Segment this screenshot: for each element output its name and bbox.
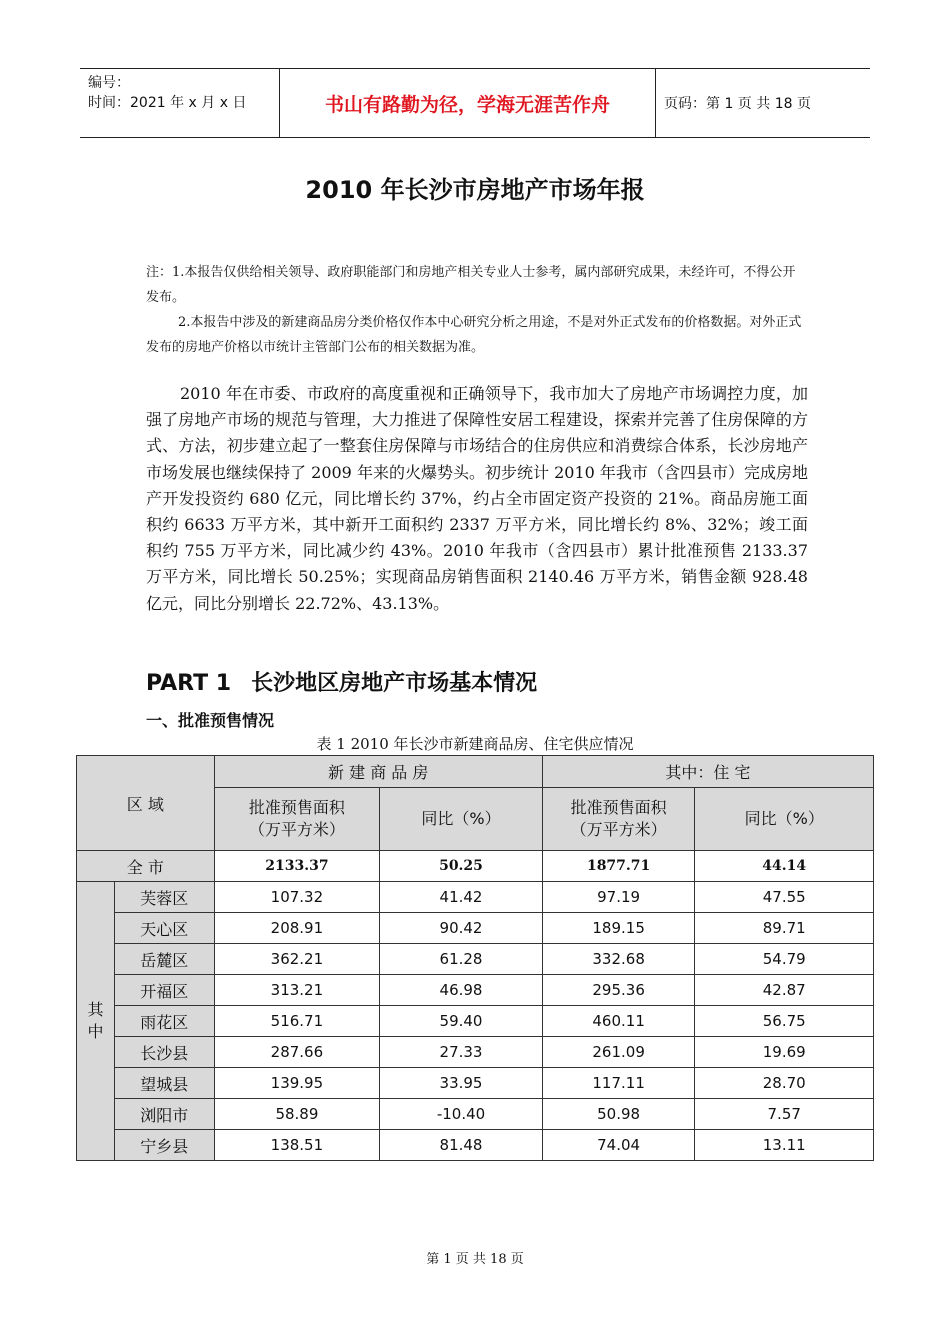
cell: 56.75 xyxy=(695,1006,874,1037)
cell: 46.98 xyxy=(380,975,543,1006)
document-number: 编号： xyxy=(88,75,130,91)
cell: 7.57 xyxy=(695,1099,874,1130)
cell: 42.87 xyxy=(695,975,874,1006)
header-meta xyxy=(80,69,280,137)
part-label: PART 1 xyxy=(146,671,232,696)
table-row xyxy=(77,882,874,913)
col-header-yoy-residential: 同比（%） xyxy=(695,788,874,851)
page-footer: 第 1 页 共 18 页 xyxy=(426,1252,524,1267)
cell: 90.42 xyxy=(380,913,543,944)
row-name: 浏阳市 xyxy=(114,1099,214,1130)
row-name: 岳麓区 xyxy=(114,944,214,975)
cell: 117.11 xyxy=(542,1068,695,1099)
row-name: 雨花区 xyxy=(114,1006,214,1037)
group-label-qizhong: 其 中 xyxy=(77,882,115,1161)
table-row xyxy=(77,1099,874,1130)
report-notes xyxy=(146,260,806,360)
cell: 208.91 xyxy=(214,913,380,944)
part-title: 长沙地区房地产市场基本情况 xyxy=(251,671,538,696)
group-header-commercial: 新 建 商 品 房 xyxy=(214,756,542,788)
cell: 460.11 xyxy=(542,1006,695,1037)
cell: 189.15 xyxy=(542,913,695,944)
cell: 28.70 xyxy=(695,1068,874,1099)
cell: -10.40 xyxy=(380,1099,543,1130)
total-v3: 1877.71 xyxy=(542,851,695,882)
total-v2: 50.25 xyxy=(380,851,543,882)
cell: 13.11 xyxy=(695,1130,874,1161)
table-row xyxy=(77,944,874,975)
row-name: 长沙县 xyxy=(114,1037,214,1068)
total-v1: 2133.37 xyxy=(214,851,380,882)
table-row-total xyxy=(77,851,874,882)
cell: 97.19 xyxy=(542,882,695,913)
cell: 81.48 xyxy=(380,1130,543,1161)
cell: 58.89 xyxy=(214,1099,380,1130)
table-row xyxy=(77,975,874,1006)
total-label: 全 市 xyxy=(77,851,215,882)
row-name: 望城县 xyxy=(114,1068,214,1099)
total-v4: 44.14 xyxy=(695,851,874,882)
intro-paragraph xyxy=(146,381,808,617)
document-date: 时间：2021 年 x 月 x 日 xyxy=(88,95,247,111)
cell: 261.09 xyxy=(542,1037,695,1068)
header-page-info: 页码：第 1 页 共 18 页 xyxy=(664,96,811,112)
report-title: 2010 年长沙市房地产市场年报 xyxy=(305,176,645,204)
header-motto: 书山有路勤为径，学海无涯苦作舟 xyxy=(280,69,656,137)
section-heading: 一、批准预售情况 xyxy=(146,711,275,730)
cell: 61.28 xyxy=(380,944,543,975)
table-caption: 表 1 2010 年长沙市新建商品房、住宅供应情况 xyxy=(316,735,634,753)
cell: 27.33 xyxy=(380,1037,543,1068)
cell: 41.42 xyxy=(380,882,543,913)
row-name: 宁乡县 xyxy=(114,1130,214,1161)
cell: 516.71 xyxy=(214,1006,380,1037)
cell: 19.69 xyxy=(695,1037,874,1068)
supply-table xyxy=(76,755,874,1161)
col-header-area: 批准预售面积 （万平方米） xyxy=(214,788,380,851)
part-heading xyxy=(146,666,537,697)
table-row xyxy=(77,1037,874,1068)
cell: 107.32 xyxy=(214,882,380,913)
cell: 138.51 xyxy=(214,1130,380,1161)
cell: 313.21 xyxy=(214,975,380,1006)
cell: 59.40 xyxy=(380,1006,543,1037)
cell: 139.95 xyxy=(214,1068,380,1099)
note-2: 2.本报告中涉及的新建商品房分类价格仅作本中心研究分析之用途，不是对外正式发布的价格数据。对外正式发布的房地产价格以市统计主管部门公布的相关数据为准。 xyxy=(146,315,802,355)
table-row xyxy=(77,1006,874,1037)
cell: 332.68 xyxy=(542,944,695,975)
cell: 33.95 xyxy=(380,1068,543,1099)
page-header xyxy=(80,68,870,138)
cell: 287.66 xyxy=(214,1037,380,1068)
row-name: 开福区 xyxy=(114,975,214,1006)
note-1: 注：1.本报告仅供给相关领导、政府职能部门和房地产相关专业人士参考，属内部研究成果，未经许可，不得公开发布。 xyxy=(146,265,796,305)
cell: 54.79 xyxy=(695,944,874,975)
cell: 89.71 xyxy=(695,913,874,944)
cell: 295.36 xyxy=(542,975,695,1006)
table-row xyxy=(77,1068,874,1099)
cell: 50.98 xyxy=(542,1099,695,1130)
row-name: 天心区 xyxy=(114,913,214,944)
col-header-yoy: 同比（%） xyxy=(380,788,543,851)
row-name: 芙蓉区 xyxy=(114,882,214,913)
cell: 74.04 xyxy=(542,1130,695,1161)
col-header-area-residential: 批准预售面积 （万平方米） xyxy=(542,788,695,851)
group-header-residential: 其中：住 宅 xyxy=(542,756,873,788)
cell: 362.21 xyxy=(214,944,380,975)
table-row xyxy=(77,913,874,944)
table-row xyxy=(77,1130,874,1161)
intro-text: 2010 年在市委、市政府的高度重视和正确领导下，我市加大了房地产市场调控力度，加强了房地产市场的规范与管理，大力推进了保障性安居工程建设，探索并完善了住房保障的方式、方法，初步建立起了一整套住房保障与市场结合的住房供应和消费综合体系，长沙房地产市场发展也继续保持了 2009 年来的火爆势头。初步统计 2010 年我市（含四县市）完成房地产开发投资约 680 亿元，同比增长约 37%，约占全市固定资产投资的 21%。商品房施工面积约 6633 万平方米，其中新开工面积约 2337 万平方米，同比增长约 8%、32%；竣工面积约 755 万平方米，同比减少约 43%。2010 年我市（含四县市）累计批准预售 2133.37 万平方米，同比增长 50.25%；实现商品房销售面积 2140.46 万平方米，销售金额 928.48 亿元，同比分别增长 22.72%、43.13%。 xyxy=(146,384,808,613)
cell: 47.55 xyxy=(695,882,874,913)
region-header: 区 域 xyxy=(77,756,215,851)
